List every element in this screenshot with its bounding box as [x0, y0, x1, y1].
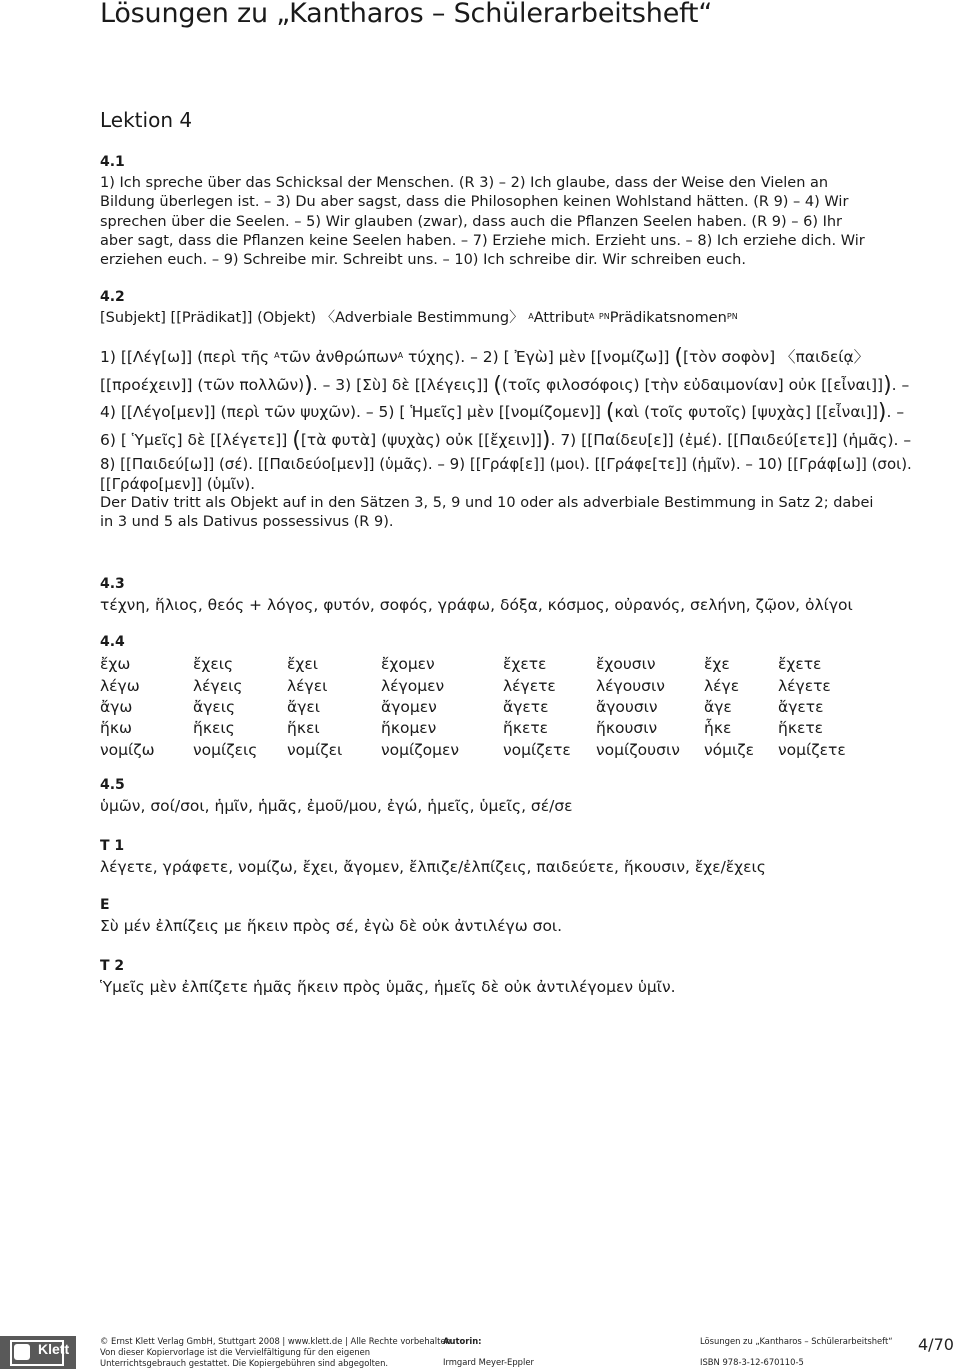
table-cell: ἄγουσιν	[596, 698, 658, 717]
table-cell: λέγε	[704, 676, 740, 695]
table-cell: νόμιζε	[704, 740, 755, 759]
analysis-line	[100, 399, 905, 427]
table-cell: νομίζομεν	[381, 740, 460, 759]
footer-line: Irmgard Meyer-Eppler	[443, 1356, 534, 1367]
text-run: [τὰ φυτὰ] (ψυχὰς) οὐκ [[ἔχειν]]	[300, 430, 542, 449]
section-text: Ὑμεῖς μὲν ἐλπίζετε ἡμᾶς ἥκειν πρὸς ὑμᾶς, ἡμεῖς δὲ οὐκ ἀντιλέγομεν ὑμῖν.	[100, 978, 676, 997]
footer-line: © Ernst Klett Verlag GmbH, Stuttgart 2008 | www.klett.de | Alle Rechte vorbehalten	[100, 1336, 451, 1346]
table-cell: λέγει	[287, 676, 328, 695]
table-cell: ἔχουσιν	[596, 655, 656, 674]
section-text: τέχνη, ἥλιος, θεός + λόγος, φυτόν, σοφός, γράφω, δόξα, κόσμος, οὐρανός, σελήνη, ζῷον, ὀλίγοι	[100, 596, 853, 615]
footer-line: Lösungen zu „Kantharos – Schülerarbeitsheft“	[700, 1336, 893, 1346]
big-bracket: (	[292, 427, 301, 453]
table-cell: ἔχεις	[193, 655, 234, 674]
table-cell: ἔχω	[100, 655, 131, 674]
legend-sup: A	[528, 312, 534, 322]
text-line: 1) Ich spreche über das Schicksal der Menschen. (R 3) – 2) Ich glaube, dass der Weise den Vielen an	[100, 175, 829, 192]
table-cell: ἔχομεν	[381, 655, 435, 674]
table-cell: νομίζετε	[503, 740, 571, 759]
legend-sup: PN	[726, 312, 738, 322]
text-run: τῶν ἀνθρώπων	[279, 348, 398, 367]
text-run: . –	[886, 403, 905, 422]
big-bracket: (	[674, 345, 683, 371]
table-cell: λέγουσιν	[596, 676, 665, 695]
text-run: καὶ (τοῖς φυτοῖς) [ψυχὰς] [[εἶναι]]	[614, 403, 878, 422]
logo-text: Klett	[38, 1341, 70, 1357]
table-row	[100, 697, 858, 718]
table-cell: ἄγω	[100, 698, 133, 717]
table-cell: ἧκε	[704, 719, 732, 738]
section-number: 4.4	[100, 634, 125, 650]
legend-line	[100, 309, 874, 328]
section-4-4	[100, 633, 874, 761]
table-cell: ἥκουσιν	[596, 719, 658, 738]
text-run: . – 3) [Σὺ] δὲ [[λέγεις]]	[312, 375, 494, 394]
table-cell: ἔχει	[287, 655, 318, 674]
klett-mark-icon	[14, 1344, 30, 1360]
table-cell: νομίζεις	[193, 740, 258, 759]
text-run: . –	[891, 375, 910, 394]
text-run: 1) [[Λέγ[ω]] (περὶ τῆς	[100, 348, 275, 367]
attr-marker: A	[397, 351, 404, 361]
footer-author	[443, 1336, 534, 1368]
section-number: 4.2	[100, 289, 125, 305]
section-text: Σὺ μέν ἐλπίζεις με ἥκειν πρὸς σέ, ἐγὼ δὲ οὐκ ἀντιλέγω σοι.	[100, 917, 563, 936]
text-run: [[προέχειν]] (τῶν πολλῶν)	[100, 375, 305, 394]
section-text	[100, 174, 874, 270]
text-line: erziehen euch. – 9) Schreibe mir. Schreibt uns. – 10) Ich schreibe dir. Wir schreiben euch.	[100, 252, 746, 269]
table-cell: ἄγομεν	[381, 698, 437, 717]
footer-line: Unterrichtsgebrauch gestattet. Die Kopiergebühren sind abgegolten.	[100, 1357, 389, 1368]
legend-sup: A	[588, 312, 595, 322]
table-cell: ἄγεις	[193, 698, 236, 717]
section-t2	[100, 957, 874, 997]
note-line: in 3 und 5 als Dativus possessivus (R 9).	[100, 514, 394, 531]
conjugation-table	[100, 654, 858, 761]
section-4-2	[100, 288, 912, 532]
text-line: aber sagt, dass die Pflanzen keine Seelen haben. – 7) Erziehe mich. Erzieht uns. – 8) Ich erziehe dich. Wir	[100, 232, 865, 249]
table-row	[100, 740, 858, 761]
table-cell: ἄγει	[287, 698, 321, 717]
section-text: λέγετε, γράφετε, νομίζω, ἔχει, ἄγομεν, ἔλπιζε/ἐλπίζεις, παιδεύετε, ἥκουσιν, ἔχε/ἔχεις	[100, 858, 766, 877]
klett-logo	[0, 1336, 76, 1369]
table-cell: λέγω	[100, 676, 140, 695]
table-cell: ἄγετε	[503, 698, 549, 717]
attr-marker: A	[274, 351, 280, 361]
legend-text: Prädikatsnomen	[609, 310, 727, 327]
table-cell: ἥκετε	[503, 719, 549, 738]
legend-text: [Subjekt] [[Prädikat]] (Objekt) 〈Adverbiale Bestimmung〉	[100, 310, 529, 327]
big-bracket: )	[541, 427, 551, 453]
table-cell: νομίζουσιν	[596, 740, 680, 759]
footer-line: Von dieser Kopiervorlage ist die Vervielfältigung für den eigenen	[100, 1346, 371, 1357]
note-line: Der Dativ tritt als Objekt auf in den Sätzen 3, 5, 9 und 10 oder als adverbiale Bestimmung in Satz 2; dabei	[100, 495, 874, 512]
table-cell: ἄγε	[704, 698, 732, 717]
table-cell: λέγετε	[778, 676, 831, 695]
analysis-line: [[Γράφο[μεν]] (ὑμῖν).	[100, 475, 256, 494]
page-number: 4/70	[918, 1335, 954, 1354]
section-text: ὑμῶν, σοί/σοι, ἡμῖν, ἡμᾶς, ἐμοῦ/μου, ἐγώ, ἡμεῖς, ὑμεῖς, σέ/σε	[100, 797, 573, 816]
table-cell: ἥκεις	[193, 719, 235, 738]
footer-copyright	[100, 1336, 451, 1368]
table-cell: λέγεις	[193, 676, 243, 695]
analysis-text	[100, 344, 912, 454]
table-cell: ἥκομεν	[381, 719, 437, 738]
table-cell: ἔχετε	[778, 655, 822, 674]
table-row	[100, 676, 858, 697]
section-number: T 1	[100, 838, 125, 854]
footer-line: Autorin:	[443, 1336, 482, 1346]
footer-line: ISBN 978-3-12-670110-5	[700, 1356, 804, 1367]
section-number: 4.1	[100, 154, 125, 170]
table-cell: ἥκετε	[778, 719, 824, 738]
big-bracket: )	[304, 372, 313, 398]
big-bracket: (	[605, 400, 615, 426]
section-4-3	[100, 575, 874, 615]
section-e	[100, 896, 874, 936]
big-bracket: (	[493, 372, 502, 398]
table-cell: ἥκω	[100, 719, 132, 738]
text-run: τύχης). – 2) [ Ἐγὼ] μὲν [[νομίζω]]	[403, 348, 675, 367]
table-cell: νομίζω	[100, 740, 155, 759]
big-bracket: )	[877, 400, 887, 426]
text-run: 4) [[Λέγο[μεν]] (περὶ τῶν ψυχῶν). – 5) [ Ἡμεῖς] μὲν [[νομίζομεν]]	[100, 403, 606, 422]
page-title: Lösungen zu „Kantharos – Schülerarbeitsheft“	[100, 0, 713, 29]
table-row	[100, 654, 858, 675]
legend-sup: PN	[598, 312, 610, 322]
table-cell: λέγομεν	[381, 676, 445, 695]
table-cell: ἄγετε	[778, 698, 824, 717]
footer	[0, 1336, 960, 1369]
note-text	[100, 494, 874, 532]
table-cell: ἔχετε	[503, 655, 547, 674]
section-number: 4.3	[100, 576, 125, 592]
section-4-1	[100, 153, 874, 270]
analysis-text-cont	[100, 454, 912, 494]
text-run: (τοῖς φιλοσόφοις) [τὴν εὐδαιμονίαν] οὐκ [[εἶναι]]	[501, 375, 884, 394]
section-4-5	[100, 776, 874, 816]
big-bracket: )	[883, 372, 892, 398]
text-run: [τὸν σοφὸν] 〈παιδείᾳ〉	[682, 348, 870, 367]
table-cell: νομίζει	[287, 740, 343, 759]
text-line: sprechen über die Seelen. – 5) Wir glauben (zwar), dass auch die Pflanzen Seelen haben. (R 9) – 6) Ihr	[100, 213, 843, 230]
table-cell: νομίζετε	[778, 740, 846, 759]
analysis-line: 8) [[Παιδεύ[ω]] (σέ). [[Παιδεύο[μεν]] (ὑμᾶς). – 9) [[Γράφ[ε]] (μοι). [[Γράφε[τε]] (ἡμῖν). – 10) [[Γράφ[ω]] (σοι).	[100, 455, 912, 474]
section-t1	[100, 837, 874, 877]
table-cell: ἥκει	[287, 719, 320, 738]
analysis-line	[100, 372, 910, 400]
legend-text: Attribut	[533, 310, 589, 327]
section-number: 4.5	[100, 777, 125, 793]
analysis-line	[100, 344, 874, 372]
text-line: Bildung überlegen ist. – 3) Du aber sagst, dass die Philosophen keinen Wohlstand hätten. (R 9) – 4) Wir	[100, 194, 849, 211]
table-cell: λέγετε	[503, 676, 556, 695]
footer-book	[700, 1336, 893, 1368]
table-cell: ἔχε	[704, 655, 730, 674]
analysis-line	[100, 427, 912, 455]
text-run: . 7) [[Παίδευ[ε]] (ἐμέ). [[Παιδεύ[ετε]] (ἡμᾶς). –	[550, 430, 912, 449]
lesson-title: Lektion 4	[100, 108, 193, 132]
section-number: T 2	[100, 958, 125, 974]
section-number: E	[100, 897, 110, 913]
text-run: 6) [ Ὑμεῖς] δὲ [[λέγετε]]	[100, 430, 293, 449]
table-row	[100, 718, 858, 739]
